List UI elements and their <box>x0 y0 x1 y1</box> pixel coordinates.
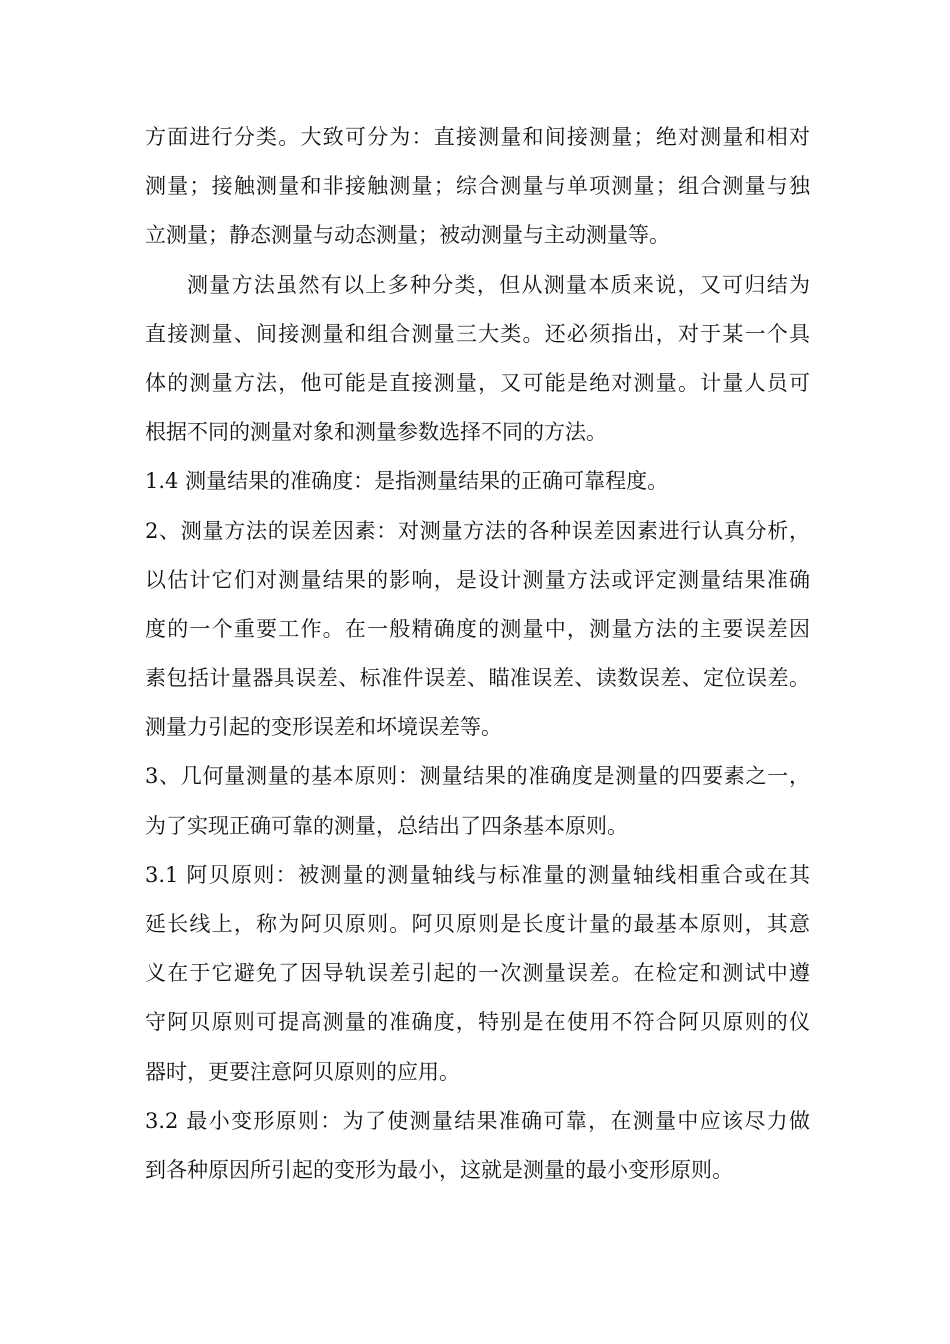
paragraph-section-1-4 <box>145 457 810 506</box>
text-line: 到各种原因所引起的变形为最小，这就是测量的最小变形原则。 <box>145 1157 733 1182</box>
text-line: 守阿贝原则可提高测量的准确度，特别是在使用不符合阿贝原则的仪 <box>145 1010 810 1035</box>
text-line: 素包括计量器具误差、标准件误差、瞄准误差、读数误差、定位误差。 <box>145 666 810 691</box>
text-line: 测量力引起的变形误差和坏境误差等。 <box>145 715 502 740</box>
paragraph-classification-list <box>145 113 810 261</box>
paragraph-section-3-1 <box>145 851 810 1097</box>
section-heading-line: 3、几何量测量的基本原则：测量结果的准确度是测量的四要素之一， <box>145 764 810 789</box>
text-line: 测量方法虽然有以上多种分类，但从测量本质来说，又可归结为 <box>187 272 810 297</box>
text-line: 体的测量方法，他可能是直接测量，又可能是绝对测量。计量人员可 <box>145 370 810 395</box>
paragraph-section-3-2 <box>145 1097 810 1195</box>
text-line: 测量；接触测量和非接触测量；综合测量与单项测量；组合测量与独 <box>145 174 810 199</box>
paragraph-section-2 <box>145 507 810 753</box>
text-line: 根据不同的测量对象和测量参数选择不同的方法。 <box>145 420 607 445</box>
paragraph-section-3 <box>145 752 810 850</box>
text-line: 义在于它避免了因导轨误差引起的一次测量误差。在检定和测试中遵 <box>145 961 810 986</box>
section-heading-line: 3.2 最小变形原则：为了使测量结果准确可靠，在测量中应该尽力做 <box>145 1108 810 1133</box>
paragraph-method-categories <box>145 261 810 458</box>
document-body <box>145 113 810 1195</box>
text-line: 直接测量、间接测量和组合测量三大类。还必须指出，对于某一个具 <box>145 321 810 346</box>
section-heading-line: 1.4 测量结果的准确度：是指测量结果的正确可靠程度。 <box>145 469 669 494</box>
text-line: 延长线上，称为阿贝原则。阿贝原则是长度计量的最基本原则，其意 <box>145 912 810 936</box>
text-line: 立测量；静态测量与动态测量；被动测量与主动测量等。 <box>145 223 670 248</box>
text-line: 以估计它们对测量结果的影响，是设计测量方法或评定测量结果准确 <box>145 567 810 592</box>
text-line: 为了实现正确可靠的测量，总结出了四条基本原则。 <box>145 813 628 838</box>
text-line: 器时，更要注意阿贝原则的应用。 <box>145 1059 460 1084</box>
text-line: 方面进行分类。大致可分为：直接测量和间接测量；绝对测量和相对 <box>145 125 810 149</box>
section-heading-line: 2、测量方法的误差因素：对测量方法的各种误差因素进行认真分析， <box>145 518 810 543</box>
section-heading-line: 3.1 阿贝原则：被测量的测量轴线与标准量的测量轴线相重合或在其 <box>145 862 810 887</box>
text-line: 度的一个重要工作。在一般精确度的测量中，测量方法的主要误差因 <box>145 616 810 641</box>
